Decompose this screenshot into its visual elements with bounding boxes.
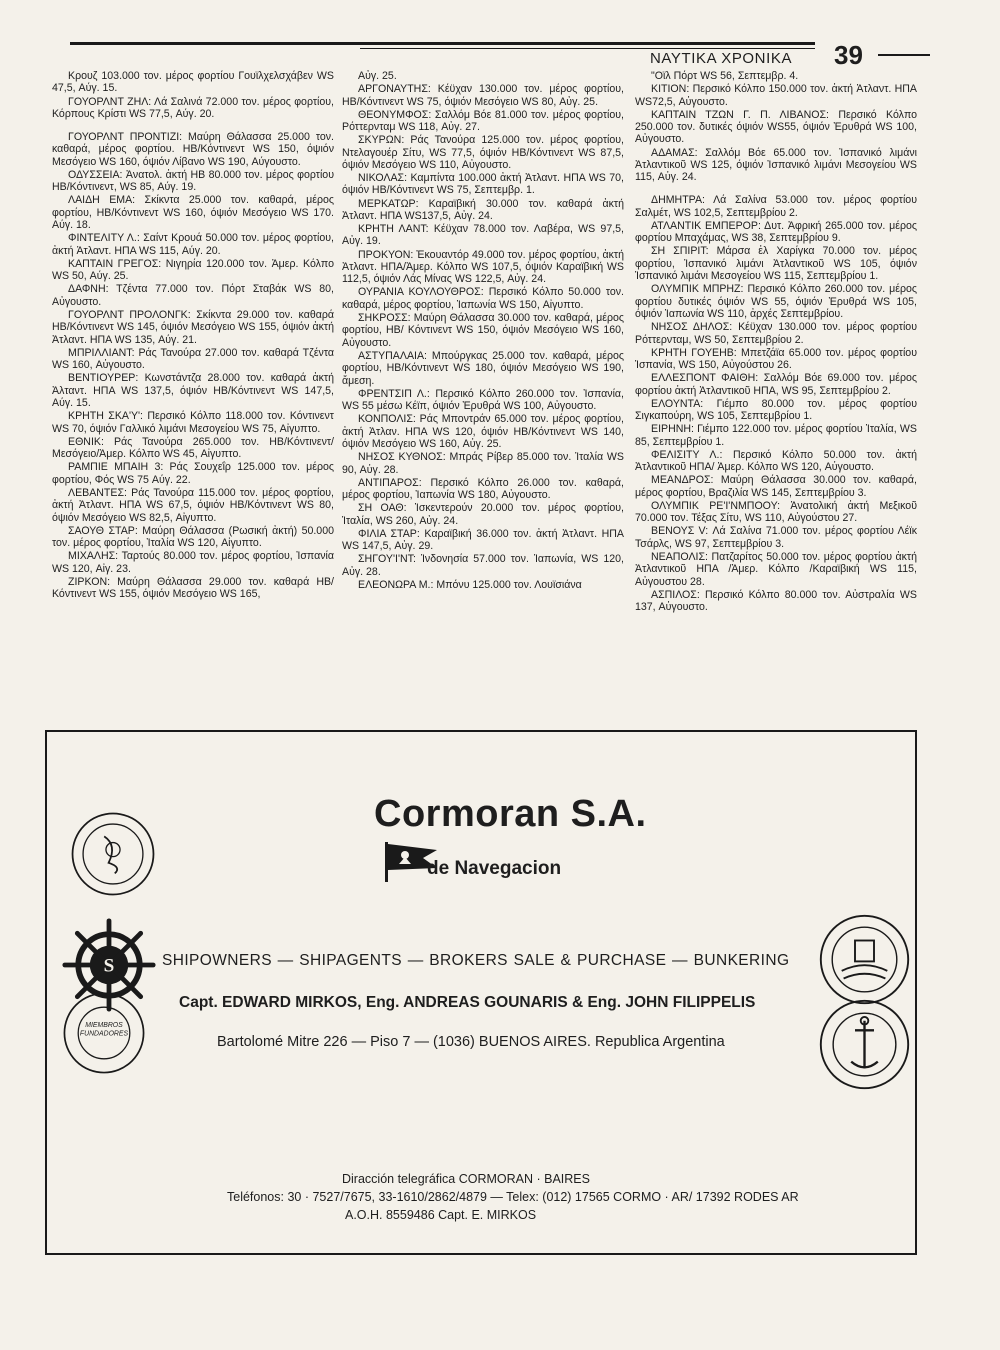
charter-entry: ΕΛΟΥΝΤΑ: Γιέμπο 80.000 τον. μέρος φορτίου Σιγκαπούρη, WS 105, Σεπτεμβρίου 1. bbox=[635, 397, 917, 423]
charter-entry: ΒΕΝΟΥΣ V: Λά Σαλίνα 71.000 τον. μέρος φορτίου Λέϊκ Τσάρλς, WS 97, Σεπτεμβρίου 3. bbox=[635, 525, 917, 550]
charter-entry: ΣΗ ΟΑΘ: Ἰσκεντερούν 20.000 τον. μέρος φορτίου, Ἰταλία, WS 260, Αὐγ. 24. bbox=[342, 502, 624, 527]
advertisement-box bbox=[45, 730, 917, 1255]
charter-entry: ΝΗΣΟΣ ΔΗΛΟΣ: Κέϋχαν 130.000 τον. μέρος φορτίου Ρόττερνταμ, WS 50, Σεπτεμβρίου 2. bbox=[635, 321, 917, 346]
charter-entry: ΚΙΤΙΟΝ: Περσικό Κόλπο 150.000 τον. ἀκτή Ἀτλαντ. ΗΠΑ WS72,5, Αὐγουστο. bbox=[635, 83, 917, 108]
seal-members-text: MIEMBROS FUNDADORES bbox=[79, 1020, 129, 1038]
svg-text:S: S bbox=[103, 955, 115, 977]
charter-entry: ΟΛΥΜΠΙΚ ΡΕ'Ι'ΝΜΠΟΟΥ: Ἀνατολική ἀκτή Μεξικοῦ 70.000 τον. Τέξας Σίτυ, WS 110, Αὐγούστου 27. bbox=[635, 499, 917, 525]
charter-entry: ΓΟΥΟΡΛΝΤ ΠΡΟΝΤΙΖΙ: Μαύρη Θάλασσα 25.000 τον. καθαρά, μέρος φορτίου. ΗΒ/Κόντινεντ WS 150, όψιόν Μεσόγειο WS 160, όψιόν Λίβανο WS 190, Αύγουστο. bbox=[52, 131, 334, 168]
charter-entry: ΣΚΥΡΩΝ: Ράς Τανούρα 125.000 τον. μέρος φορτίου, Ντελαγουέρ Σίτυ, WS 77,5, όψιόν ΗΒ/Κόντινεντ WS 87,5, όψιόν Μεσόγειο WS 110, Αὐγουστο. bbox=[342, 134, 624, 171]
charter-entry: ΚΑΠΤΑΙΝ ΤΖΩΝ Γ. Π. ΛΙΒΑΝΟΣ: Περσικό Κόλπο 250.000 τον. δυτικές όψιόν WS55, όψιόν Ἐρυθρά WS 100, Αὐγουστο. bbox=[635, 108, 917, 146]
charter-entry: ΕΛΕΟΝΩΡΑ Μ.: Μπόνυ 125.000 τον. Λουϊσιάνα bbox=[358, 578, 582, 591]
founding-members-seal-icon bbox=[61, 990, 147, 1076]
header-rule bbox=[70, 42, 815, 45]
charter-entry: ΣΑΟΥΘ ΣΤΑΡ: Μαύρη Θάλασσα (Ρωσική ἀκτή) 50.000 τον. μέρος φορτίου, Ἰταλία WS 120, Αἰγυπτο. bbox=[52, 524, 334, 550]
charter-entry: ΣΗ ΣΠΙΡΙΤ: Μάρσα ἐλ Χαρίγκα 70.000 τον. μέρος φορτίου, Ἰσπανικό λιμάνι Ἀτλαντικοῦ WS 105, όψιόν Ἰσπανικό λιμάνι Μεσογείου WS 115, Σεπτεμβρίου 1. bbox=[635, 245, 917, 283]
page-title: ΝΑΥΤΙΚΑ ΧΡΟΝΙΚΑ bbox=[650, 50, 793, 67]
charter-entry: ΦΡΕΝΤΣΙΠ Λ.: Περσικό Κόλπο 260.000 τον. Ἰσπανία, WS 55 μέσω Κέϊπ, όψιόν Ἐρυθρά WS 100, Αὐγουστο. bbox=[342, 387, 624, 413]
charter-entry: ΕΛΛΕΣΠΟΝΤ ΦΑΙΘΗ: Σαλλόμ Βόε 69.000 τον. μέρος φορτίου ἀκτή Ἀτλαντικοῦ ΗΠΑ, WS 95, Σεπτεμβρίου 2. bbox=[635, 372, 917, 397]
charter-entry: ΔΗΜΗΤΡΑ: Λά Σαλίνα 53.000 τον. μέρος φορτίου Σαλμέτ, WS 102,5, Σεπτεμβρίου 2. bbox=[635, 194, 917, 219]
charter-entry: ΔΑΦΝΗ: Τζέντα 77.000 τον. Πόρτ Σταβάκ WS 80, Αὐγουστο. bbox=[52, 283, 334, 308]
charter-entry: ΛΑΙΔΗ ΕΜΑ: Σκίκντα 25.000 τον. καθαρά, μέρος φορτίου, ΗΒ/Κόντινεντ WS 160, όψιόν Μεσόγειο WS 170. Αύγ. 18. bbox=[52, 194, 334, 232]
charter-entry: ΛΕΒΑΝΤΕΣ: Ράς Τανούρα 115.000 τον. μέρος φορτίου, ἀκτή Ἀτλαντ. ΗΠΑ WS 67,5, όψιόν ΗΒ/Κόντινεντ WS 80, όψιόν Μεσόγειο WS 82,5, Αἰγυπτο. bbox=[52, 486, 334, 524]
charter-entry: ΟΥΡΑΝΙΑ ΚΟΥΛΟΥΘΡΟΣ: Περσικό Κόλπο 50.000 τον. καθαρά, μέρος φορτίου, Ἰαπωνία WS 150, Αἰγυπτο. bbox=[342, 286, 624, 311]
column-spacer bbox=[52, 121, 334, 131]
charter-entry: "Οϊλ Πόρτ WS 56, Σεπτεμβρ. 4. bbox=[651, 70, 799, 82]
phone-telex-line: Teléfonos: 30 · 7527/7675, 33-1610/2862/4879 — Telex: (012) 17565 CORMO · AR/ 17392 RODES AR bbox=[227, 1190, 799, 1204]
charter-entry: ΑΔΑΜΑΣ: Σαλλόμ Βόε 65.000 τον. Ἰσπανικό λιμάνι Ἀτλαντικοῦ WS 125, όψιόν Ἰσπανικό λιμάνι Μεσογείου WS 115, Αὐγ. 24. bbox=[635, 146, 917, 184]
charter-entry: ΒΕΝΤΙΟΥΡΕΡ: Κωνστάντζα 28.000 τον. καθαρά ἀκτή Ἀλταντ. ΗΠΑ WS 137,5, όψιόν ΗΒ/Κόντινεντ WS 147,5, Αύγ. 15. bbox=[52, 372, 334, 410]
charter-entry: ΑΣΤΥΠΑΛΑΙΑ: Μπούργκας 25.000 τον. καθαρά, μέρος φορτίου, ΗΒ/Κόντινεντ WS 180, όψιόν Μεσόγειο WS 190, ἄμεση. bbox=[342, 349, 624, 387]
navigation-chamber-seal-icon bbox=[817, 997, 912, 1092]
charter-entry: ΖΙΡΚΟΝ: Μαύρη Θάλασσα 29.000 τον. καθαρά ΗΒ/Κόντινεντ WS 155, όψιόν Μεσόγειο WS 165, bbox=[52, 575, 334, 601]
company-name: Cormoran S.A. bbox=[374, 793, 647, 835]
charter-entry: ΑΣΠΙΛΟΣ: Περσικό Κόλπο 80.000 τον. Αὐστραλία WS 137, Αὐγουστο. bbox=[635, 588, 917, 614]
header-subrule bbox=[360, 48, 815, 49]
charter-entry: ΣΗΓΟΥ'Ι'ΝΤ: Ἰνδονησία 57.000 τον. Ἰαπωνία, WS 120, Αὐγ. 28. bbox=[342, 553, 624, 578]
charter-entry: ΚΟΝΠΟΛΙΣ: Ράς Μποντράν 65.000 τον. μέρος φορτίου, ἀκτή Ἀτλαν. ΗΠΑ WS 120, όψιόν ΗΒ/Κόντινεντ WS 140, όψιόν Μεσόγειο WS 160, Αὐγ. 25. bbox=[342, 413, 624, 451]
charter-entry: ΚΑΠΤΑΙΝ ΓΡΕΓΟΣ: Νιγηρία 120.000 τον. Ἀμερ. Κόλπο WS 50, Αύγ. 25. bbox=[52, 257, 334, 283]
charter-entry: ΓΟΥΟΡΛΝΤ ΖΗΛ: Λά Σαλινά 72.000 τον. μέρος φορτίου, Κόρπους Κρίστι WS 77,5, Αύγ. 20. bbox=[52, 95, 334, 120]
staff-line: Capt. EDWARD MIRKOS, Eng. ANDREAS GOUNARIS & Eng. JOHN FILIPPELIS bbox=[179, 994, 756, 1011]
charter-entry: ΑΝΤΙΠΑΡΟΣ: Περσικό Κόλπο 26.000 τον. καθαρά, μέρος φορτίου, Ἰαπωνία WS 180, Αὐγουστο. bbox=[342, 476, 624, 502]
charter-entry: ΘΕΟΝΥΜΦΟΣ: Σαλλόμ Βόε 81.000 τον. μέρος φορτίου, Ρόττερνταμ WS 118, Αὐγ. 27. bbox=[342, 108, 624, 133]
charter-entry: ΚΡΗΤΗ ΛΑΝΤ: Κέϋχαν 78.000 τον. Λαβέρα, WS 97,5, Αὐγ. 19. bbox=[342, 223, 624, 248]
charter-entry: ΠΡΟΚΥΟΝ: Ἐκουαντόρ 49.000 τον. μέρος φορτίου, ἀκτή Ἀτλαντ. ΗΠΑ/Ἀμερ. Κόλπο WS 107,5, όψιόν Καραϊβική WS 112,5, όψιόν Λάς Μίνας WS 122,5, Αὐγ. 24. bbox=[342, 248, 624, 286]
maritime-association-seal-icon bbox=[69, 810, 157, 898]
charter-entry: Κρουζ 103.000 τον. μέρος φορτίου Γουϊλχελσχάβεν WS 47,5, Αύγ. 15. bbox=[52, 70, 334, 95]
column-spacer bbox=[635, 184, 917, 194]
charter-entry: ΝΙΚΟΛΑΣ: Καμπίντα 100.000 ἀκτή Ἀτλαντ. ΗΠΑ WS 70, όψιόν ΗΒ/Κόντινεντ WS 75, Σεπτεμβρ. 1. bbox=[342, 172, 624, 197]
page-number: 39 bbox=[834, 40, 863, 70]
registry-line: A.O.H. 8559486 Capt. E. MIRKOS bbox=[345, 1208, 537, 1222]
services-line: SHIPOWNERS — SHIPAGENTS — BROKERS SALE & PURCHASE — BUNKERING bbox=[162, 952, 790, 969]
charter-entry: ΕΙΡΗΝΗ: Γιέμπο 122.000 τον. μέρος φορτίου Ἰταλία, WS 85, Σεπτεμβρίου 1. bbox=[635, 423, 917, 448]
text-column-2 bbox=[342, 70, 624, 592]
header-tail-rule bbox=[878, 54, 930, 56]
telegraph-address: Diracción telegráfica CORMORAN · BAIRES bbox=[342, 1172, 590, 1186]
charter-entry: ΣΗΚΡΟΣΣ: Μαύρη Θάλασσα 30.000 τον. καθαρά, μέρος φορτίου, ΗΒ/ Κόντινεντ WS 150, όψιόν Μεσόγειο WS 160, Αὐγουστο. bbox=[342, 311, 624, 349]
charter-entry: ΝΕΑΠΟΛΙΣ: Πατζαρίτος 50.000 τον. μέρος φορτίου ἀκτή Ἀτλαντικοῦ ΗΠΑ /Ἀμερ. Κόλπο /Καραϊβική WS 115, Αὐγουστου 28. bbox=[635, 550, 917, 588]
charter-entry: ΦΕΛΙΣΙΤΥ Λ.: Περσικό Κόλπο 50.000 τον. ἀκτή Ἀτλαντικοῦ ΗΠΑ/ Ἀμερ. Κόλπο WS 120, Αὐγουστο. bbox=[635, 448, 917, 474]
coat-of-arms-seal-icon bbox=[817, 912, 912, 1007]
company-subtitle: de Navegacion bbox=[427, 858, 562, 879]
charter-entry: ΟΔΥΣΣΕΙΑ: Ἀνατολ. ἀκτή ΗΒ 80.000 τον. μέρος φορτίου ΗΒ/Κόντινεντ, WS 85, Αύγ. 19. bbox=[52, 168, 334, 194]
charter-entry: ΝΗΣΟΣ ΚΥΘΝΟΣ: Μπράς Ρίβερ 85.000 τον. Ἰταλία WS 90, Αὐγ. 28. bbox=[342, 451, 624, 476]
address-line: Bartolomé Mitre 226 — Piso 7 — (1036) BUENOS AIRES. Republica Argentina bbox=[217, 1034, 725, 1050]
text-column-3 bbox=[635, 70, 917, 614]
charter-entry: ΜΙΧΑΛΗΣ: Ταρτούς 80.000 τον. μέρος φορτίου, Ἰσπανία WS 120, Αἰγ. 23. bbox=[52, 550, 334, 575]
charter-entry: ΑΡΓΟΝΑΥΤΗΣ: Κέϋχαν 130.000 τον. μέρος φορτίου, ΗΒ/Κόντινεντ WS 75, όψιόν Μεσόγειο WS 80, Αὐγ. 25. bbox=[342, 83, 624, 108]
charter-entry: ΦΙΝΤΕΛΙΤΥ Λ.: Σαίντ Κρουά 50.000 τον. μέρος φορτίου, ἀκτή Ἀτλαντ. ΗΠΑ WS 115, Αύγ. 20. bbox=[52, 232, 334, 257]
charter-entry: ΦΙΛΙΑ ΣΤΑΡ: Καραϊβική 36.000 τον. ἀκτή Ἀτλαντ. ΗΠΑ WS 147,5, Αὐγ. 29. bbox=[342, 527, 624, 553]
charter-entry: ΜΕΡΚΑΤΩΡ: Καραϊβική 30.000 τον. καθαρά ἀκτή Ἀτλαντ. ΗΠΑ WS137,5, Αὐγ. 24. bbox=[342, 197, 624, 222]
charter-entry: ΚΡΗΤΗ ΓΟΥΕΗΒ: Μπετζάϊα 65.000 τον. μέρος φορτίου Ἰσπανία, WS 150, Αὐγούστου 26. bbox=[635, 346, 917, 372]
charter-entry: ΡΑΜΠΙΕ ΜΠΑΙΗ 3: Ράς Σουχεΐρ 125.000 τον. μέρος φορτίου, Φός WS 75 Αύγ. 22. bbox=[52, 461, 334, 486]
charter-entry: ΜΕΑΝΔΡΟΣ: Μαύρη Θάλασσα 30.000 τον. καθαρά, μέρος φορτίου, Βραζιλία WS 145, Σεπτεμβρίου 3. bbox=[635, 474, 917, 499]
charter-entry: ΑΤΛΑΝΤΙΚ ΕΜΠΕΡΟΡ: Δυτ. Ἀφρική 265.000 τον. μέρος φορτίου Μπαχάμας, WS 38, Σεπτεμβρίου 9. bbox=[635, 219, 917, 245]
charter-entry: ΜΠΡΙΛΛΙΑΝΤ: Ράς Τανούρα 27.000 τον. καθαρά Τζέντα WS 160, Αὐγουστο. bbox=[52, 346, 334, 372]
charter-entry: ΓΟΥΟΡΛΝΤ ΠΡΟΛΟΝΓΚ: Σκίκντα 29.000 τον. καθαρά ΗΒ/Κόντινεντ WS 145, όψιόν Μεσόγειο WS 155, όψιόν ἀκτή Ἀτλαντ. ΗΠΑ WS 135, Αύγ. 21. bbox=[52, 308, 334, 346]
charter-entry: ΟΛΥΜΠΙΚ ΜΠΡΗΖ: Περσικό Κόλπο 260.000 τον. μέρος φορτίου δυτικές όψιόν WS 55, όψιόν Ἐρυθρά WS 105, όψιόν Ἰαπωνία WS 110, ἀρχές Σεπτεμβρίου. bbox=[635, 283, 917, 321]
charter-entry: Αὐγ. 25. bbox=[358, 70, 397, 82]
charter-entry: ΚΡΗΤΗ ΣΚΑ'Υ': Περσικό Κόλπο 118.000 τον. Κόντινεντ WS 70, όψιόν Γαλλικό λιμάνι Μεσογείου WS 75, Αἰγυπτο. bbox=[52, 410, 334, 435]
text-column-1 bbox=[52, 70, 334, 601]
charter-entry: ΕΘΝΙΚ: Ράς Τανούρα 265.000 τον. ΗΒ/Κόντινεντ/Μεσόγειο/Ἀμερ. Κόλπο WS 45, Αἰγυπτο. bbox=[52, 435, 334, 461]
